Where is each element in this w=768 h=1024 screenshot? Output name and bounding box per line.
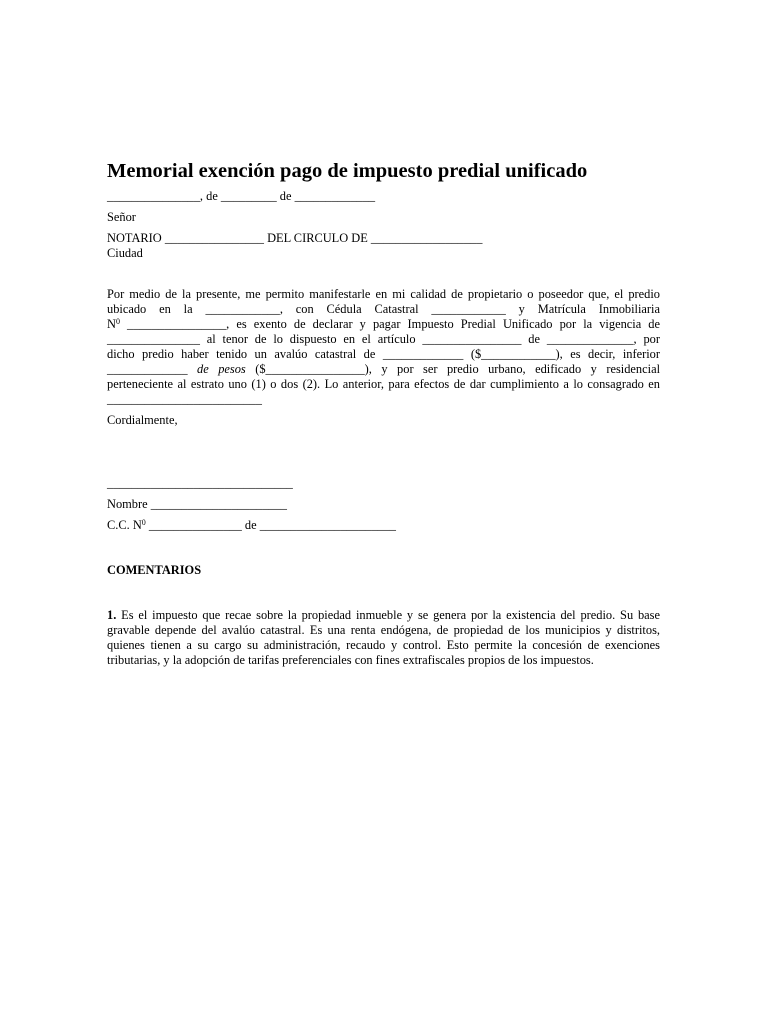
superscript: 0 <box>115 317 120 326</box>
comment-line: gravable depende del avalúo catastral. Es una renta endógena, de propiedad de los municipios y distritos, <box>107 623 660 637</box>
recipient-line: NOTARIO ________________ DEL CIRCULO DE __________________ <box>107 231 483 245</box>
superscript: 0 <box>141 518 146 527</box>
cc-rest: _______________ de ______________________ <box>145 518 396 532</box>
salutation: Señor <box>107 210 136 224</box>
body-line-rest: ($________________), y por ser predio urbano, edificado y residencial <box>245 362 661 376</box>
body-line-prefix: N <box>107 317 116 331</box>
comment-number: 1. <box>107 608 117 622</box>
city-line: Ciudad <box>107 246 143 260</box>
document-page <box>107 158 660 668</box>
body-line: _______________ al tenor de lo dispuesto en el artículo ________________ de ______________, por <box>107 332 660 346</box>
italic-text: de pesos <box>197 362 246 376</box>
date-line: _______________, de _________ de _____________ <box>107 189 376 203</box>
body-line <box>107 317 660 332</box>
name-line: Nombre ______________________ <box>107 497 287 511</box>
body-line: Por medio de la presente, me permito manifestarle en mi calidad de propietario o poseedor que, el predio <box>107 287 660 301</box>
body-line-start: _____________ <box>107 362 198 376</box>
comment-text: Es el impuesto que recae sobre la propiedad inmueble y se genera por la existencia del predio. Su base <box>116 608 660 622</box>
body-line: ubicado en la ____________, con Cédula Catastral ____________ y Matrícula Inmobiliaria <box>107 302 660 316</box>
body-line: _________________________ <box>107 392 262 406</box>
body-line: dicho predio haber tenido un avalúo catastral de _____________ ($____________), es decir, inferior <box>107 347 660 361</box>
document-title: Memorial exención pago de impuesto predial unificado <box>107 160 588 182</box>
comment-line <box>107 608 660 623</box>
body-line <box>107 362 660 377</box>
comments-heading: COMENTARIOS <box>107 563 202 577</box>
closing: Cordialmente, <box>107 413 178 427</box>
comment-line: quienes tienen a su cargo su administración, recaudo y control. Esto permite la concesión de exenciones <box>107 638 660 652</box>
body-line-rest: ________________, es exento de declarar y pagar Impuesto Predial Unificado por la vigencia de <box>119 317 660 331</box>
body-paragraph <box>107 287 660 407</box>
id-number-line <box>107 518 660 533</box>
comment-line: tributarias, y la adopción de tarifas preferenciales con fines extrafiscales propios de los impuestos. <box>107 653 594 667</box>
comment-item <box>107 608 660 668</box>
body-line: perteneciente al estrato uno (1) o dos (2). Lo anterior, para efectos de dar cumplimiento a lo consagrado en <box>107 377 660 391</box>
cc-prefix: C.C. N <box>107 518 142 532</box>
signature-line: ______________________________ <box>107 476 293 490</box>
